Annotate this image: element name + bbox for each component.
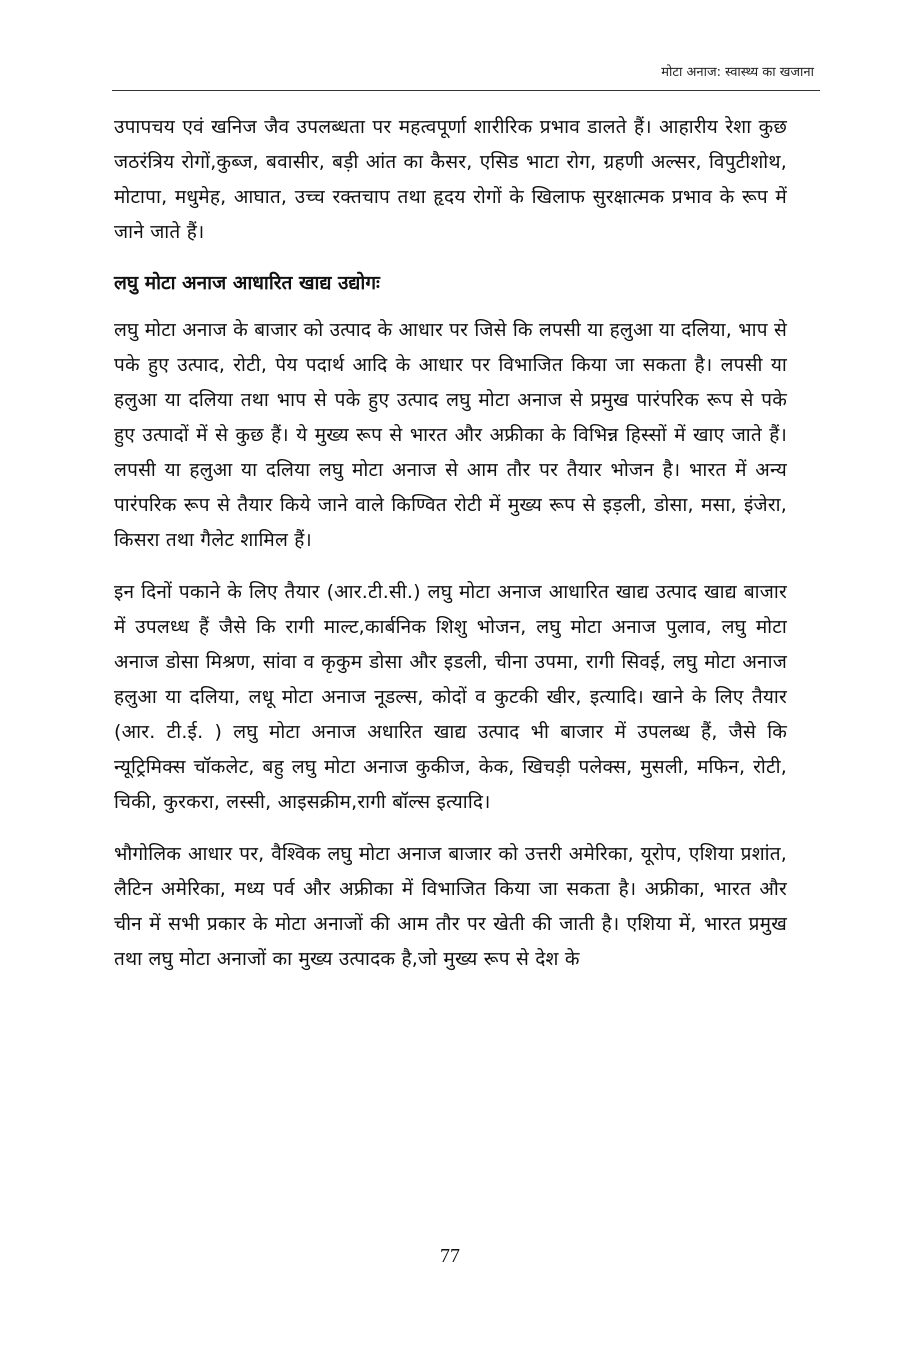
paragraph-geographic-market: भौगोलिक आधार पर, वैश्विक लघु मोटा अनाज बाजार को उत्तरी अमेरिका, यूरोप, एशिया प्रशांत, लैटिन अमेरिका, मध्य पर्व और अफ्रीका में विभाजित किया जा सकता है। अफ्रीका, भारत और चीन में सभी प्रकार के मोटा अनाजों की आम तौर पर खेती की जाती है। एशिया में, भारत प्रमुख तथा लघु मोटा अनाजों का मुख्य उत्पादक है,जो मुख्य रूप से देश के	[114, 843, 787, 970]
running-header-title: मोटा अनाज: स्वास्थ्य का खजाना	[661, 65, 814, 80]
page-number: 77	[440, 1245, 460, 1267]
paragraph-ready-products: इन दिनों पकाने के लिए तैयार (आर.टी.सी.) लघु मोटा अनाज आधारित खाद्य उत्पाद खाद्य बाजार में उपलध्ध हैं जैसे कि रागी माल्ट,कार्बनिक शिशु भोजन, लघु मोटा अनाज पुलाव, लघु मोटा अनाज डोसा मिश्रण, सांवा व कृकुम डोसा और इडली, चीना उपमा, रागी सिवई, लघु मोटा अनाज हलुआ या दलिया, लधू मोटा अनाज नूडल्स, कोदों व कुटकी खीर, इत्यादि। खाने के लिए तैयार (आर. टी.ई. ) लघु मोटा अनाज अधारित खाद्य उत्पाद भी बाजार में उपलब्ध हैं, जैसे कि न्यूट्रिमिक्स चॉकलेट, बहु लघु मोटा अनाज कुकीज, केक, खिचड़ी पलेक्स, मुसली, मफिन, रोटी, चिकी, कुरकरा, लस्सी, आइसक्रीम,रागी बॉल्स इत्यादि।	[114, 581, 787, 813]
header-divider	[112, 90, 820, 91]
paragraph-market-by-product: लघु मोटा अनाज के बाजार को उत्पाद के आधार पर जिसे कि लपसी या हलुआ या दलिया, भाप से पके हुए उत्पाद, रोटी, पेय पदार्थ आदि के आधार पर विभाजित किया जा सकता है। लपसी या हलुआ या दलिया तथा भाप से पके हुए उत्पाद लघु मोटा अनाज से प्रमुख पारंपरिक रूप से पके हुए उत्पादों में से कुछ हैं। ये मुख्य रूप से भारत और अफ्रीका के विभिन्न हिस्सों में खाए जाते हैं।लपसी या हलुआ या दलिया लघु मोटा अनाज से आम तौर पर तैयार भोजन है। भारत में अन्य पारंपरिक रूप से तैयार किये जाने वाले किण्वित रोटी में मुख्य रूप से इड़ली, डोसा, मसा, इंजेरा, किसरा तथा गैलेट शामिल हैं।	[114, 319, 787, 551]
paragraph-dietary-fiber: उपापचय एवं खनिज जैव उपलब्धता पर महत्वपूर्णा शारीरिक प्रभाव डालते हैं। आहारीय रेशा कुछ जठरंत्रिय रोगों,कुब्ज, बवासीर, बड़ी आंत का कैसर, एसिड भाटा रोग, ग्रहणी अल्सर, विपुटीशोथ, मोटापा, मधुमेह, आघात, उच्च रक्तचाप तथा हृदय रोगों के खिलाफ सुरक्षात्मक प्रभाव के रूप में जाने जाते हैं।	[114, 116, 787, 243]
page-body	[114, 110, 787, 994]
section-heading: लघु मोटा अनाज आधारित खाद्य उद्योगः	[114, 272, 380, 294]
